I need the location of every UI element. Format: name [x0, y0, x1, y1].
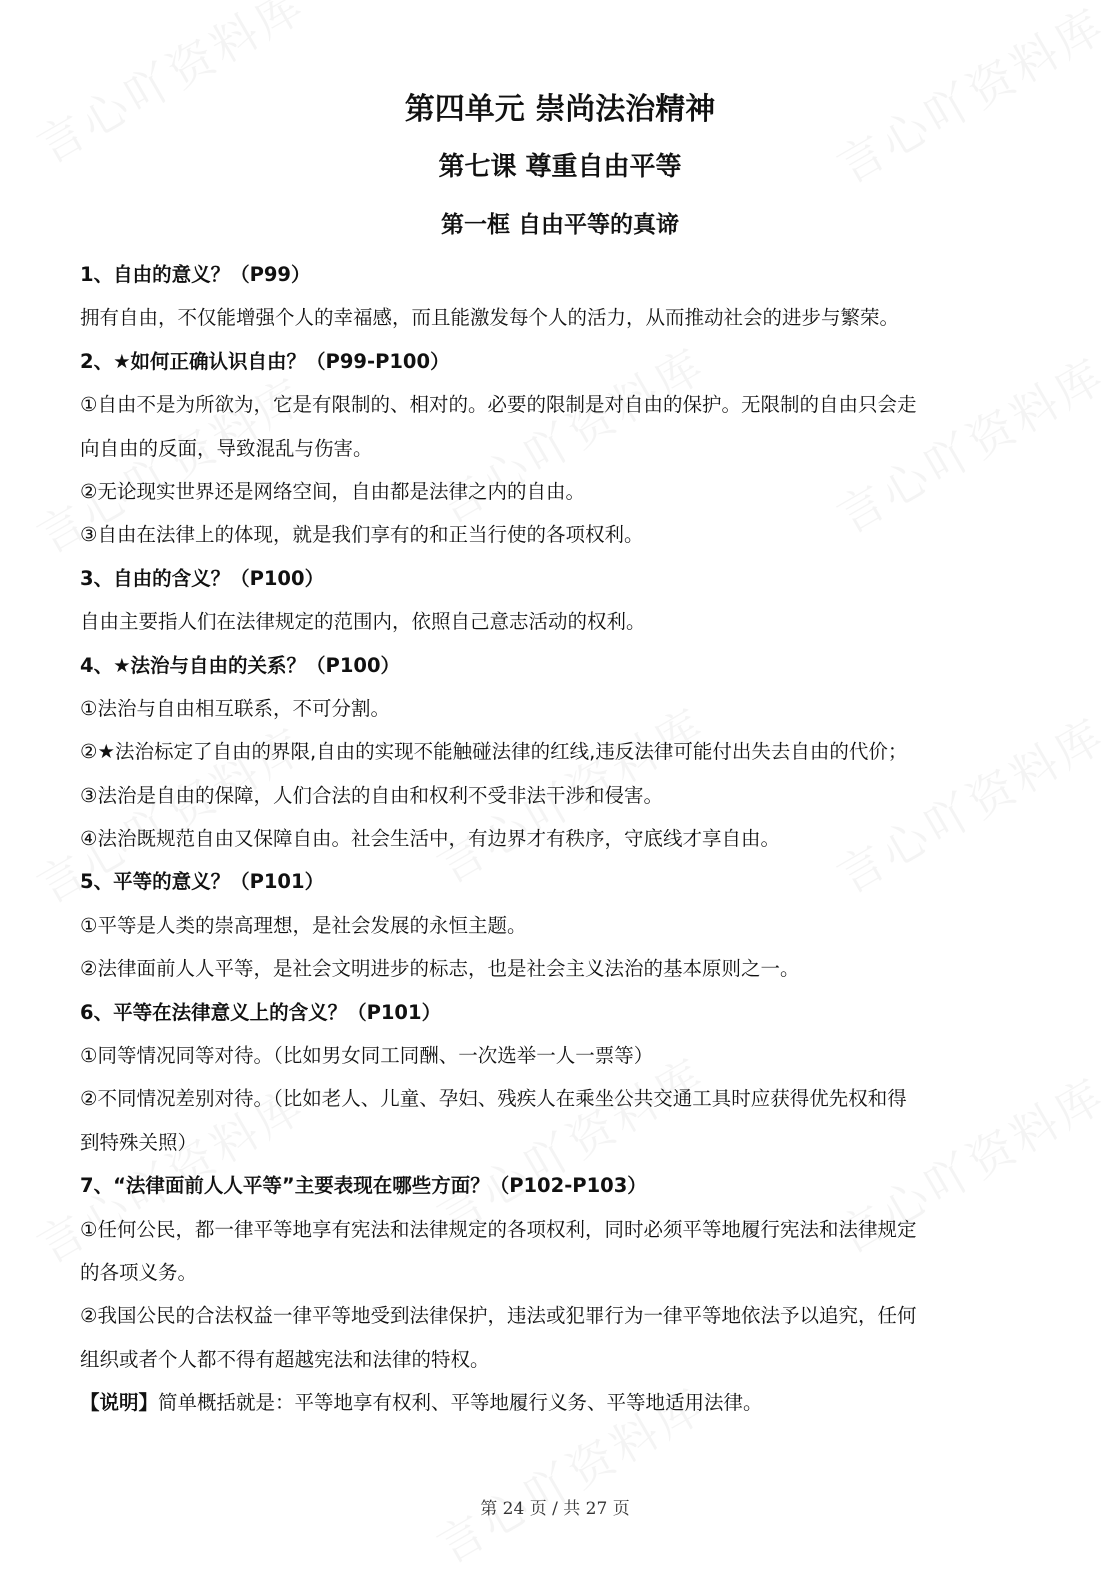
answer-line: ①任何公民，都一律平等地享有宪法和法律规定的各项权利，同时必须平等地履行宪法和法律规定: [80, 1217, 917, 1241]
question-heading: 7、“法律面前人人平等”主要表现在哪些方面？（P102-P103）: [80, 1174, 647, 1198]
answer-line: 拥有自由，不仅能增强个人的幸福感，而且能激发每个人的活力，从而推动社会的进步与繁荣。: [80, 306, 900, 330]
answer-line: ③法治是自由的保障，人们合法的自由和权利不受非法干涉和侵害。: [80, 783, 663, 807]
lesson-title: 第七课 尊重自由平等: [438, 152, 682, 182]
answer-line: ②无论现实世界还是网络空间，自由都是法律之内的自由。: [80, 479, 585, 503]
answer-line: 向自由的反面，导致混乱与伤害。: [80, 436, 373, 460]
note-text: 简单概括就是：平等地享有权利、平等地履行义务、平等地适用法律。: [158, 1391, 763, 1415]
page-footer: 第 24 页 / 共 27 页: [480, 1499, 630, 1519]
answer-line: 组织或者个人都不得有超越宪法和法律的特权。: [80, 1347, 490, 1371]
answer-line: ②法律面前人人平等，是社会文明进步的标志，也是社会主义法治的基本原则之一。: [80, 957, 800, 981]
answer-line: ①自由不是为所欲为，它是有限制的、相对的。必要的限制是对自由的保护。无限制的自由只会走: [80, 393, 917, 417]
question-heading: 5、平等的意义？（P101）: [80, 870, 325, 894]
section-title: 第一框 自由平等的真谛: [440, 212, 679, 238]
content-body: [80, 253, 1040, 1425]
answer-line: 自由主要指人们在法律规定的范围内，依照自己意志活动的权利。: [80, 610, 646, 634]
answer-line: ①同等情况同等对待。（比如男女同工同酬、一次选举一人一票等）: [80, 1044, 654, 1068]
answer-line: ①平等是人类的崇高理想，是社会发展的永恒主题。: [80, 913, 527, 937]
answer-line: ②不同情况差别对待。（比如老人、儿童、孕妇、残疾人在乘坐公共交通工具时应获得优先权和得: [80, 1087, 907, 1111]
unit-title: 第四单元 崇尚法治精神: [404, 92, 716, 127]
answer-line: ②我国公民的合法权益一律平等地受到法律保护，违法或犯罪行为一律平等地依法予以追究，任何: [80, 1304, 917, 1328]
answer-line: ④法治既规范自由又保障自由。社会生活中，有边界才有秩序，守底线才享自由。: [80, 827, 780, 851]
answer-line: ①法治与自由相互联系，不可分割。: [80, 696, 390, 720]
answer-line: 的各项义务。: [80, 1260, 198, 1284]
answer-line: ②★法治标定了自由的界限,自由的实现不能触碰法律的红线,违反法律可能付出失去自由的代价；: [80, 740, 908, 764]
question-heading: 3、自由的含义？（P100）: [80, 566, 325, 590]
question-heading: 1、自由的意义？（P99）: [80, 263, 311, 286]
question-heading: 4、★法治与自由的关系？（P100）: [80, 653, 401, 677]
answer-line: ③自由在法律上的体现，就是我们享有的和正当行使的各项权利。: [80, 523, 644, 547]
answer-line: 到特殊关照）: [80, 1130, 198, 1154]
question-heading: 6、平等在法律意义上的含义？（P101）: [80, 1000, 442, 1024]
note-label: 【说明】: [80, 1391, 159, 1415]
question-heading: 2、★如何正确认识自由？（P99-P100）: [80, 349, 450, 373]
note-line: [80, 1381, 1040, 1424]
